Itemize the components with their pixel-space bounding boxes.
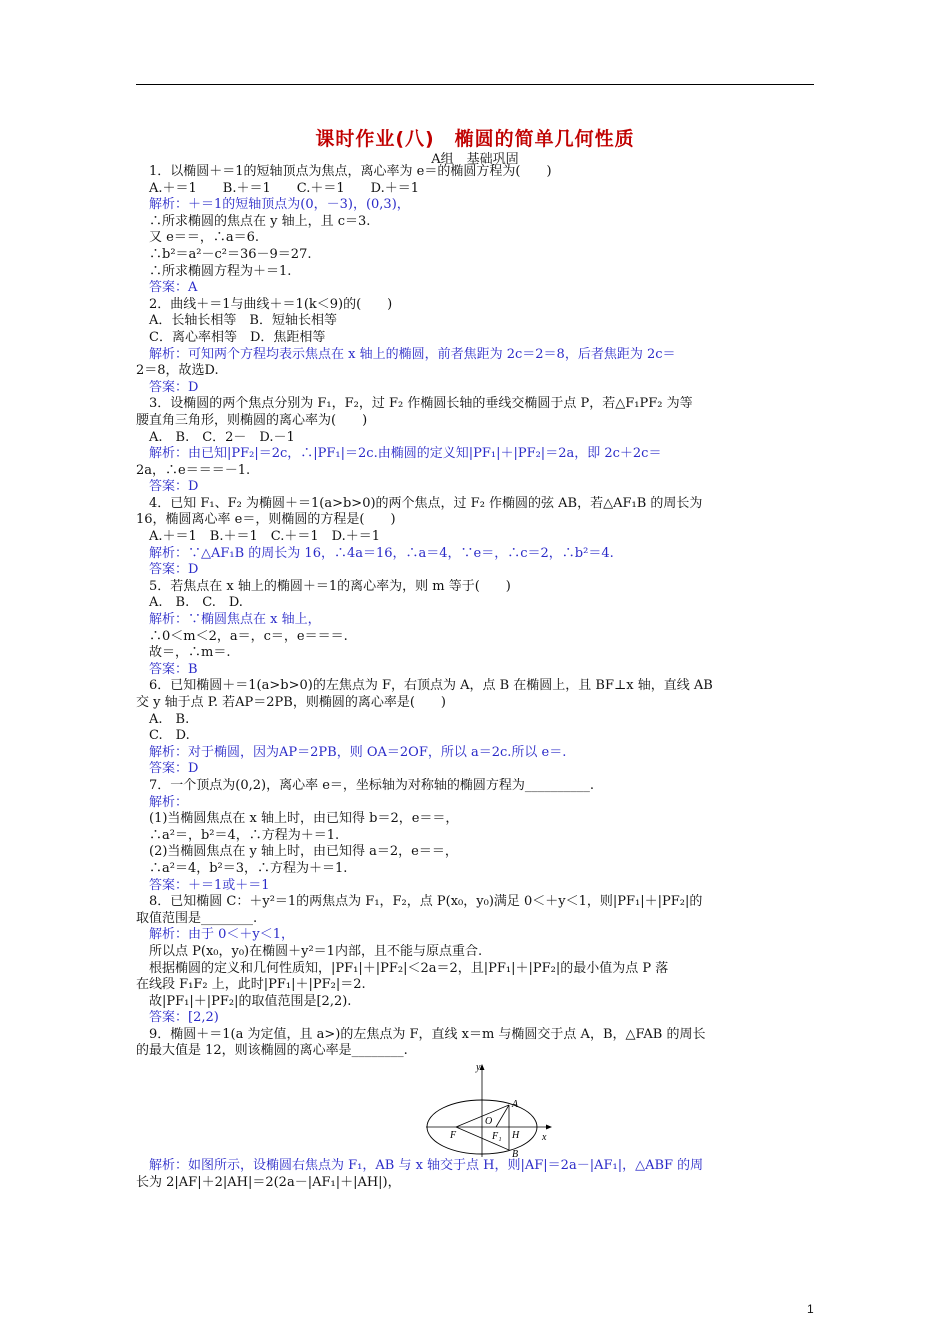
text-line: ∴所求椭圆方程为＋＝1. bbox=[136, 263, 292, 279]
text-line: 2a，∴e＝＝＝－1. bbox=[136, 462, 251, 478]
text-line: 长为 2|AF|＋2|AH|＝2(2a－|AF₁|＋|AH|)， bbox=[136, 1174, 401, 1190]
text-line: 7．一个顶点为(0,2)，离心率 e＝，坐标轴为对称轴的椭圆方程为__________. bbox=[136, 777, 595, 793]
text-line: C. D. bbox=[136, 728, 190, 744]
body-lines-part-b bbox=[136, 1158, 814, 1191]
text-line: A．长轴长相等 B．短轴长相等 bbox=[136, 313, 337, 329]
text-line: 的最大值是 12，则该椭圆的离心率是________. bbox=[136, 1043, 408, 1059]
label-h: H bbox=[512, 1130, 520, 1142]
text-line: 解析：对于椭圆，因为AP＝2PB，则 OA＝2OF，所以 a＝2c.所以 e＝. bbox=[136, 744, 567, 760]
text-line: 又 e＝＝，∴a＝6. bbox=[136, 230, 259, 246]
text-line: 8．已知椭圆 C：＋y²＝1的两焦点为 F₁，F₂，点 P(x₀，y₀)满足 0＜＋y＜1，则|PF₁|＋|PF₂|的 bbox=[136, 894, 703, 910]
text-line: ∴所求椭圆的焦点在 y 轴上，且 c＝3. bbox=[136, 213, 371, 229]
text-line: 解析：∵椭圆焦点在 x 轴上， bbox=[136, 612, 321, 628]
text-line: 3．设椭圆的两个焦点分别为 F₁，F₂，过 F₂ 作椭圆长轴的垂线交椭圆于点 P，若△F₁PF₂ 为等 bbox=[136, 396, 693, 412]
text-line: 答案：B bbox=[136, 661, 198, 677]
text-line: 根据椭圆的定义和几何性质知，|PF₁|＋|PF₂|＜2a＝2，且|PF₁|＋|PF₂|的最小值为点 P 落 bbox=[136, 960, 669, 976]
text-line: (2)当椭圆焦点在 y 轴上时，由已知得 a＝2，e＝＝， bbox=[136, 844, 458, 860]
header-rule bbox=[136, 84, 814, 85]
text-line: 6．已知椭圆＋＝1(a>b>0)的左焦点为 F，右顶点为 A，点 B 在椭圆上，且 BF⊥x 轴，直线 AB bbox=[136, 678, 713, 694]
text-line: 16，椭圆离心率 e＝，则椭圆的方程是( ) bbox=[136, 512, 396, 528]
text-line: 答案：D bbox=[136, 761, 199, 777]
text-line: 取值范围是________. bbox=[136, 910, 258, 926]
text-line: 交 y 轴于点 P. 若AP＝2PB，则椭圆的离心率是( ) bbox=[136, 695, 446, 710]
text-line: A. B. C．2－ D.－1 bbox=[136, 429, 295, 445]
text-line: 2．曲线＋＝1与曲线＋＝1(k＜9)的( ) bbox=[136, 296, 393, 312]
text-line: 答案：D bbox=[136, 562, 199, 578]
label-a: A bbox=[512, 1099, 519, 1111]
text-line: 9．椭圆＋＝1(a 为定值，且 a>)的左焦点为 F，直线 x＝m 与椭圆交于点 A，B，△FAB 的周长 bbox=[136, 1026, 706, 1042]
label-f1: F₁ bbox=[492, 1131, 502, 1143]
document-body bbox=[136, 164, 814, 1191]
text-line: 故＝，∴m＝. bbox=[136, 645, 231, 661]
text-line: A.＋＝1 B.＋＝1 C.＋＝1 D.＋＝1 bbox=[136, 529, 380, 545]
text-line: 5．若焦点在 x 轴上的椭圆＋＝1的离心率为，则 m 等于( ) bbox=[136, 578, 511, 594]
text-line: 4．已知 F₁、F₂ 为椭圆＋＝1(a>b>0)的两个焦点，过 F₂ 作椭圆的弦 AB，若△AF₁B 的周长为 bbox=[136, 495, 703, 511]
text-line: 答案：[2,2) bbox=[136, 1010, 219, 1026]
text-line: A.＋＝1 B.＋＝1 C.＋＝1 D.＋＝1 bbox=[136, 180, 419, 196]
segment-fa bbox=[456, 1105, 509, 1127]
text-line: 解析： bbox=[136, 794, 189, 810]
text-line: 答案：A bbox=[136, 280, 198, 296]
text-line: 2＝8，故选D. bbox=[136, 363, 219, 379]
label-x: x bbox=[542, 1132, 547, 1144]
text-line: (1)当椭圆焦点在 x 轴上时，由已知得 b＝2，e＝＝， bbox=[136, 811, 459, 827]
label-f: F bbox=[450, 1130, 457, 1142]
text-line: 解析：如图所示，设椭圆右焦点为 F₁，AB 与 x 轴交于点 H，则|AF|＝2a－|AF₁|，△ABF 的周 bbox=[136, 1158, 704, 1174]
text-line: ∴a²＝，b²＝4，∴方程为＋＝1. bbox=[136, 827, 340, 843]
text-line: ∴b²＝a²－c²＝36－9＝27. bbox=[136, 246, 312, 262]
segment-f1a bbox=[496, 1105, 509, 1127]
x-axis-arrow bbox=[546, 1125, 552, 1130]
body-lines-part-a bbox=[136, 164, 814, 1060]
label-y: y bbox=[476, 1062, 481, 1074]
text-line: 解析：由已知|PF₂|＝2c，∴|PF₁|＝2c.由椭圆的定义知|PF₁|＋|PF₂|＝2a，即 2c＋2c＝ bbox=[136, 446, 662, 462]
text-line: 在线段 F₁F₂ 上，此时|PF₁|＋|PF₂|＝2. bbox=[136, 977, 366, 993]
text-line: 解析：可知两个方程均表示焦点在 x 轴上的椭圆，前者焦距为 2c＝2＝8，后者焦距为 2c＝ bbox=[136, 346, 676, 362]
label-o: O bbox=[485, 1116, 493, 1128]
text-line: 答案：D bbox=[136, 379, 199, 395]
text-line: A. B. bbox=[136, 711, 190, 727]
text-line: 解析：∵△AF₁B 的周长为 16，∴4a＝16，∴a＝4，∵e＝，∴c＝2，∴b²＝4. bbox=[136, 545, 614, 561]
text-line: ∴a²＝4，b²＝3，∴方程为＋＝1. bbox=[136, 860, 348, 876]
text-line: 所以点 P(x₀，y₀)在椭圆＋y²＝1内部，且不能与原点重合. bbox=[136, 943, 483, 959]
text-line: 故|PF₁|＋|PF₂|的取值范围是[2,2). bbox=[136, 993, 352, 1009]
text-line: 1．以椭圆＋＝1的短轴顶点为焦点，离心率为 e＝的椭圆方程为( ) bbox=[136, 164, 552, 179]
ellipse-diagram bbox=[426, 1060, 556, 1158]
page-title: 课时作业(八) 椭圆的简单几何性质 bbox=[315, 128, 635, 150]
text-line: 腰直角三角形，则椭圆的离心率为( ) bbox=[136, 412, 368, 428]
page-number: 1 bbox=[807, 1302, 814, 1316]
ellipse-figure bbox=[136, 1060, 814, 1158]
text-line: ∴0＜m＜2，a＝，c＝，e＝＝＝. bbox=[136, 628, 348, 644]
label-b: B bbox=[512, 1149, 519, 1159]
text-line: C．离心率相等 D．焦距相等 bbox=[136, 329, 326, 345]
text-line: 答案：D bbox=[136, 479, 199, 495]
text-line: 解析：＋＝1的短轴顶点为(0，－3)，(0,3)， bbox=[136, 197, 410, 213]
text-line: 答案：＋＝1或＋＝1 bbox=[136, 877, 270, 893]
text-line: 解析：由于 0＜＋y＜1， bbox=[136, 927, 295, 943]
section-subtitle: A组 基础巩固 bbox=[431, 152, 519, 167]
text-line: A. B. C. D. bbox=[136, 595, 243, 611]
